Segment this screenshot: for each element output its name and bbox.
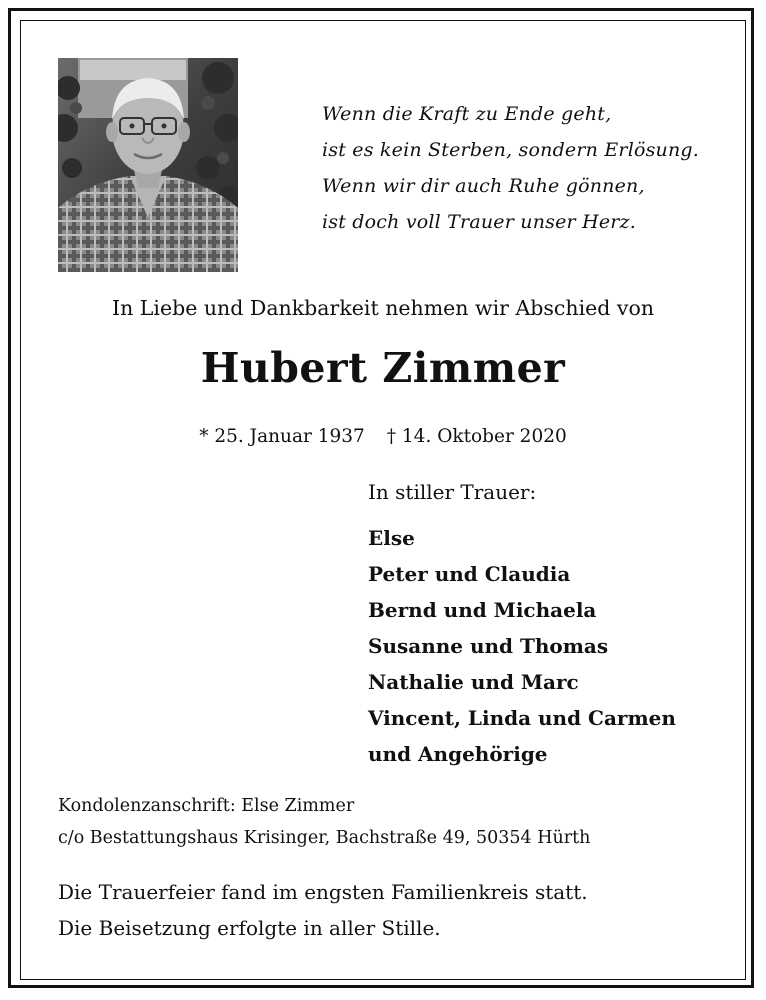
life-dates — [0, 426, 766, 447]
address-line: c/o Bestattungshaus Krisinger, Bachstraße 49, 50354 Hürth — [58, 828, 591, 848]
family-member: Vincent, Linda und Carmen — [368, 706, 676, 730]
family-member: Bernd und Michaela — [368, 598, 597, 622]
deceased-name: Hubert Zimmer — [200, 344, 566, 392]
birth-date: * 25. Januar 1937 — [199, 426, 365, 447]
portrait-photo — [58, 58, 238, 272]
portrait-image — [58, 58, 238, 272]
closing-text — [58, 874, 588, 946]
death-date: † 14. Oktober 2020 — [386, 426, 567, 447]
family-member: Else — [368, 526, 415, 550]
mourning-heading: In stiller Trauer: — [368, 480, 537, 504]
poem — [322, 96, 722, 240]
family-member: Nathalie und Marc — [368, 670, 579, 694]
poem-line: ist doch voll Trauer unser Herz. — [322, 211, 637, 233]
family-member: Peter und Claudia — [368, 562, 571, 586]
poem-line: ist es kein Sterben, sondern Erlösung. — [322, 139, 700, 161]
closing-line: Die Trauerfeier fand im engsten Familienkreis statt. — [58, 880, 588, 904]
family-list — [368, 520, 676, 772]
family-member: Susanne und Thomas — [368, 634, 609, 658]
poem-line: Wenn wir dir auch Ruhe gönnen, — [322, 175, 645, 197]
condolence-address — [58, 790, 590, 854]
poem-line: Wenn die Kraft zu Ende geht, — [322, 103, 612, 125]
address-line: Kondolenzanschrift: Else Zimmer — [58, 796, 355, 816]
closing-line: Die Beisetzung erfolgte in aller Stille. — [58, 916, 441, 940]
family-member: und Angehörige — [368, 742, 548, 766]
intro-text: In Liebe und Dankbarkeit nehmen wir Abschied von — [111, 296, 655, 320]
